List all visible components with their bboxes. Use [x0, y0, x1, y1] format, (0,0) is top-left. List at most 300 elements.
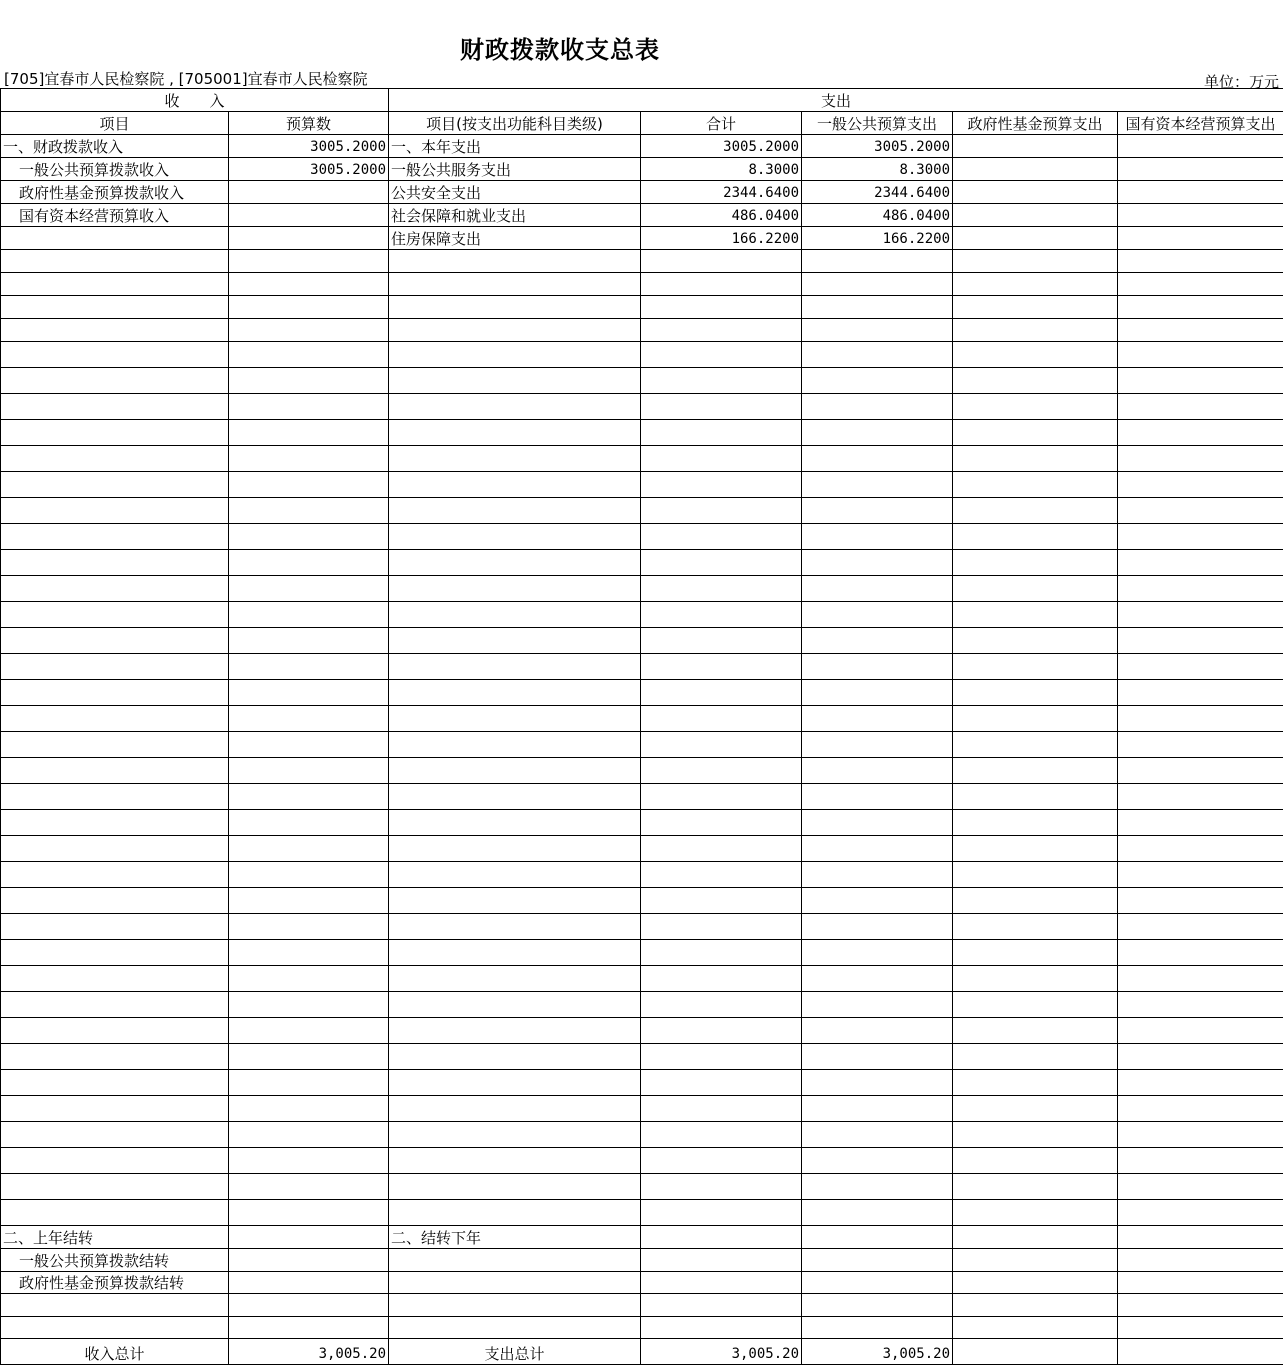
expense-group-header: 支出 — [389, 89, 1283, 112]
table-row — [1, 1226, 1283, 1249]
general-value: 8.3000 — [802, 158, 953, 181]
empty-cell — [802, 680, 953, 706]
empty-cell — [1118, 550, 1283, 576]
table-row — [1, 227, 1283, 250]
empty-cell — [229, 1122, 389, 1148]
empty-cell — [953, 1096, 1118, 1122]
empty-cell — [229, 602, 389, 628]
empty-cell — [389, 394, 641, 420]
state-capital-value — [1118, 204, 1283, 227]
empty-cell — [389, 784, 641, 810]
empty-cell — [389, 250, 641, 273]
empty-cell — [953, 732, 1118, 758]
empty-cell — [641, 784, 802, 810]
empty-cell — [229, 576, 389, 602]
empty-cell — [802, 602, 953, 628]
empty-cell — [802, 706, 953, 732]
empty-cell — [953, 1249, 1118, 1272]
empty-cell — [641, 888, 802, 914]
empty-cell — [389, 992, 641, 1018]
empty-cell — [229, 1174, 389, 1200]
empty-cell — [389, 732, 641, 758]
empty-cell — [229, 250, 389, 273]
empty-cell — [641, 1294, 802, 1317]
empty-cell — [802, 654, 953, 680]
empty-cell — [229, 654, 389, 680]
empty-cell — [229, 940, 389, 966]
empty-cell — [1, 758, 229, 784]
empty-cell — [1118, 394, 1283, 420]
empty-cell — [1, 296, 229, 319]
empty-cell — [389, 1044, 641, 1070]
empty-cell — [229, 1249, 389, 1272]
empty-cell — [229, 992, 389, 1018]
income-item: 国有资本经营预算收入 — [1, 204, 229, 227]
total-value: 2344.6400 — [641, 181, 802, 204]
empty-cell — [1118, 576, 1283, 602]
empty-cell — [641, 654, 802, 680]
empty-cell — [1, 888, 229, 914]
empty-cell — [1118, 628, 1283, 654]
empty-cell — [1, 992, 229, 1018]
empty-cell — [641, 628, 802, 654]
empty-cell — [389, 319, 641, 342]
empty-cell — [1118, 342, 1283, 368]
empty-cell — [641, 992, 802, 1018]
empty-cell — [1118, 862, 1283, 888]
empty-cell — [1118, 1148, 1283, 1174]
empty-cell — [1, 1044, 229, 1070]
income-total-value: 3,005.20 — [229, 1339, 389, 1365]
empty-cell — [1118, 940, 1283, 966]
empty-cell — [641, 1226, 802, 1249]
column-header: 合计 — [641, 112, 802, 135]
empty-cell — [802, 810, 953, 836]
empty-cell — [1, 654, 229, 680]
income-item: 政府性基金预算拨款收入 — [1, 181, 229, 204]
general-value: 3005.2000 — [802, 135, 953, 158]
expense-item: 住房保障支出 — [389, 227, 641, 250]
empty-cell — [229, 296, 389, 319]
empty-cell — [641, 940, 802, 966]
empty-row — [1, 966, 1283, 992]
carry-item: 二、结转下年 — [389, 1226, 641, 1249]
empty-cell — [1118, 1249, 1283, 1272]
expense-general-total: 3,005.20 — [802, 1339, 953, 1365]
empty-cell — [1, 1174, 229, 1200]
empty-cell — [1118, 706, 1283, 732]
empty-cell — [802, 966, 953, 992]
empty-cell — [229, 1200, 389, 1226]
empty-cell — [802, 420, 953, 446]
gov-fund-value — [953, 227, 1118, 250]
empty-cell — [389, 888, 641, 914]
empty-cell — [1, 914, 229, 940]
column-header: 项目(按支出功能科目类级) — [389, 112, 641, 135]
empty-cell — [229, 810, 389, 836]
empty-cell — [389, 498, 641, 524]
empty-cell — [953, 1174, 1118, 1200]
empty-cell — [641, 472, 802, 498]
empty-row — [1, 1044, 1283, 1070]
empty-cell — [389, 1148, 641, 1174]
empty-row — [1, 550, 1283, 576]
empty-cell — [641, 1317, 802, 1339]
empty-cell — [229, 550, 389, 576]
empty-cell — [229, 888, 389, 914]
empty-row — [1, 940, 1283, 966]
empty-cell — [389, 1018, 641, 1044]
empty-cell — [802, 836, 953, 862]
empty-cell — [389, 628, 641, 654]
empty-cell — [641, 706, 802, 732]
empty-cell — [1, 550, 229, 576]
empty-cell — [1118, 498, 1283, 524]
empty-cell — [641, 966, 802, 992]
empty-cell — [1, 1122, 229, 1148]
general-value: 166.2200 — [802, 227, 953, 250]
empty-row — [1, 498, 1283, 524]
expense-item: 社会保障和就业支出 — [389, 204, 641, 227]
empty-cell — [1, 602, 229, 628]
empty-cell — [389, 966, 641, 992]
empty-row — [1, 1096, 1283, 1122]
empty-cell — [1, 368, 229, 394]
empty-cell — [641, 1018, 802, 1044]
empty-cell — [802, 1174, 953, 1200]
empty-cell — [802, 862, 953, 888]
empty-cell — [802, 1200, 953, 1226]
table-row — [1, 204, 1283, 227]
empty-cell — [229, 784, 389, 810]
empty-cell — [389, 1317, 641, 1339]
income-value — [229, 227, 389, 250]
empty-row — [1, 732, 1283, 758]
empty-cell — [802, 1070, 953, 1096]
empty-cell — [953, 446, 1118, 472]
empty-cell — [389, 1174, 641, 1200]
empty-cell — [953, 1339, 1118, 1365]
empty-cell — [1118, 1200, 1283, 1226]
empty-cell — [229, 1226, 389, 1249]
empty-cell — [953, 420, 1118, 446]
empty-cell — [1, 394, 229, 420]
empty-cell — [641, 446, 802, 472]
empty-cell — [229, 758, 389, 784]
empty-cell — [1118, 732, 1283, 758]
empty-cell — [389, 524, 641, 550]
column-header: 国有资本经营预算支出 — [1118, 112, 1283, 135]
empty-cell — [802, 992, 953, 1018]
empty-cell — [1118, 1070, 1283, 1096]
empty-cell — [389, 1200, 641, 1226]
empty-cell — [641, 342, 802, 368]
empty-cell — [1118, 420, 1283, 446]
group-header-row — [1, 89, 1283, 112]
empty-cell — [802, 319, 953, 342]
empty-row — [1, 810, 1283, 836]
empty-cell — [1, 250, 229, 273]
column-header: 政府性基金预算支出 — [953, 112, 1118, 135]
empty-cell — [802, 1272, 953, 1294]
empty-cell — [641, 1044, 802, 1070]
empty-cell — [953, 758, 1118, 784]
empty-cell — [641, 1174, 802, 1200]
empty-row — [1, 1294, 1283, 1317]
empty-cell — [1118, 296, 1283, 319]
income-total-label: 收入总计 — [1, 1339, 229, 1365]
empty-row — [1, 319, 1283, 342]
empty-cell — [953, 394, 1118, 420]
empty-row — [1, 1317, 1283, 1339]
empty-cell — [1, 1096, 229, 1122]
empty-cell — [1, 524, 229, 550]
empty-cell — [953, 498, 1118, 524]
empty-cell — [1118, 680, 1283, 706]
empty-cell — [802, 296, 953, 319]
empty-cell — [641, 524, 802, 550]
general-value: 2344.6400 — [802, 181, 953, 204]
empty-cell — [229, 1044, 389, 1070]
empty-cell — [1, 1148, 229, 1174]
empty-cell — [229, 524, 389, 550]
empty-cell — [641, 576, 802, 602]
state-capital-value — [1118, 158, 1283, 181]
empty-cell — [802, 250, 953, 273]
empty-cell — [953, 368, 1118, 394]
empty-row — [1, 680, 1283, 706]
income-value: 3005.2000 — [229, 135, 389, 158]
empty-cell — [802, 446, 953, 472]
table-row — [1, 158, 1283, 181]
empty-cell — [1, 319, 229, 342]
empty-cell — [802, 550, 953, 576]
empty-cell — [1118, 1044, 1283, 1070]
empty-cell — [802, 394, 953, 420]
empty-cell — [229, 1317, 389, 1339]
empty-cell — [802, 940, 953, 966]
income-item: 一、财政拨款收入 — [1, 135, 229, 158]
empty-cell — [389, 576, 641, 602]
empty-cell — [641, 680, 802, 706]
column-header: 项目 — [1, 112, 229, 135]
empty-cell — [802, 1018, 953, 1044]
empty-cell — [229, 498, 389, 524]
column-header-row — [1, 112, 1283, 135]
empty-cell — [641, 1249, 802, 1272]
empty-cell — [229, 706, 389, 732]
empty-cell — [389, 862, 641, 888]
income-group-header: 收 入 — [1, 89, 389, 112]
empty-cell — [641, 602, 802, 628]
empty-row — [1, 1174, 1283, 1200]
empty-cell — [389, 1122, 641, 1148]
gov-fund-value — [953, 204, 1118, 227]
empty-cell — [1118, 1174, 1283, 1200]
empty-cell — [953, 836, 1118, 862]
empty-cell — [1118, 472, 1283, 498]
gov-fund-value — [953, 135, 1118, 158]
empty-cell — [953, 1200, 1118, 1226]
empty-cell — [802, 1317, 953, 1339]
empty-cell — [389, 654, 641, 680]
empty-row — [1, 342, 1283, 368]
empty-cell — [953, 628, 1118, 654]
empty-cell — [389, 273, 641, 296]
empty-cell — [802, 368, 953, 394]
empty-cell — [953, 810, 1118, 836]
empty-cell — [802, 914, 953, 940]
organization-label: [705]宜春市人民检察院 , [705001]宜春市人民检察院 — [4, 68, 368, 89]
empty-cell — [389, 446, 641, 472]
empty-row — [1, 524, 1283, 550]
empty-cell — [229, 1294, 389, 1317]
gov-fund-value — [953, 181, 1118, 204]
empty-cell — [953, 576, 1118, 602]
empty-cell — [953, 342, 1118, 368]
empty-cell — [389, 1249, 641, 1272]
empty-cell — [1, 680, 229, 706]
empty-cell — [802, 524, 953, 550]
empty-row — [1, 888, 1283, 914]
empty-cell — [953, 992, 1118, 1018]
empty-cell — [229, 446, 389, 472]
empty-cell — [389, 1096, 641, 1122]
expense-item: 一般公共服务支出 — [389, 158, 641, 181]
empty-cell — [1, 628, 229, 654]
empty-cell — [1118, 368, 1283, 394]
empty-cell — [1, 273, 229, 296]
empty-row — [1, 250, 1283, 273]
empty-row — [1, 420, 1283, 446]
empty-cell — [802, 576, 953, 602]
empty-cell — [1118, 273, 1283, 296]
empty-cell — [953, 680, 1118, 706]
expense-item: 公共安全支出 — [389, 181, 641, 204]
empty-cell — [229, 319, 389, 342]
income-value — [229, 181, 389, 204]
empty-cell — [1118, 784, 1283, 810]
empty-cell — [389, 1070, 641, 1096]
empty-cell — [1, 732, 229, 758]
table-row — [1, 135, 1283, 158]
empty-cell — [1118, 1294, 1283, 1317]
empty-cell — [802, 1096, 953, 1122]
empty-cell — [389, 706, 641, 732]
carry-item: 政府性基金预算拨款结转 — [1, 1272, 229, 1294]
empty-cell — [641, 810, 802, 836]
empty-row — [1, 472, 1283, 498]
empty-cell — [802, 758, 953, 784]
empty-row — [1, 446, 1283, 472]
empty-cell — [389, 550, 641, 576]
empty-cell — [1, 836, 229, 862]
empty-cell — [1118, 1096, 1283, 1122]
empty-cell — [802, 1294, 953, 1317]
empty-cell — [953, 472, 1118, 498]
general-value: 486.0400 — [802, 204, 953, 227]
empty-cell — [641, 319, 802, 342]
empty-cell — [953, 888, 1118, 914]
empty-cell — [1, 966, 229, 992]
empty-cell — [229, 368, 389, 394]
empty-cell — [641, 1096, 802, 1122]
state-capital-value — [1118, 227, 1283, 250]
empty-cell — [641, 550, 802, 576]
empty-row — [1, 1200, 1283, 1226]
empty-cell — [953, 1294, 1118, 1317]
empty-cell — [389, 602, 641, 628]
empty-cell — [641, 1122, 802, 1148]
income-value: 3005.2000 — [229, 158, 389, 181]
empty-cell — [1, 1018, 229, 1044]
empty-cell — [641, 394, 802, 420]
empty-cell — [802, 784, 953, 810]
empty-cell — [802, 342, 953, 368]
total-value: 166.2200 — [641, 227, 802, 250]
empty-cell — [1118, 446, 1283, 472]
total-value: 486.0400 — [641, 204, 802, 227]
empty-cell — [641, 1272, 802, 1294]
income-item: 一般公共预算拨款收入 — [1, 158, 229, 181]
empty-cell — [641, 1070, 802, 1096]
empty-cell — [953, 1226, 1118, 1249]
empty-cell — [1118, 1272, 1283, 1294]
table-row — [1, 181, 1283, 204]
empty-cell — [1118, 1018, 1283, 1044]
empty-cell — [389, 810, 641, 836]
empty-row — [1, 914, 1283, 940]
empty-row — [1, 394, 1283, 420]
empty-cell — [802, 888, 953, 914]
empty-cell — [953, 273, 1118, 296]
empty-cell — [802, 628, 953, 654]
empty-cell — [1, 420, 229, 446]
empty-cell — [1, 576, 229, 602]
empty-cell — [389, 914, 641, 940]
empty-cell — [802, 273, 953, 296]
total-value: 8.3000 — [641, 158, 802, 181]
empty-cell — [389, 342, 641, 368]
empty-cell — [229, 1272, 389, 1294]
state-capital-value — [1118, 135, 1283, 158]
empty-cell — [1, 862, 229, 888]
empty-cell — [389, 836, 641, 862]
empty-cell — [641, 836, 802, 862]
unit-label: 单位：万元 — [1204, 71, 1279, 92]
empty-cell — [1118, 758, 1283, 784]
empty-cell — [641, 420, 802, 446]
empty-cell — [1, 1294, 229, 1317]
empty-cell — [953, 1122, 1118, 1148]
empty-cell — [229, 914, 389, 940]
empty-cell — [229, 420, 389, 446]
empty-cell — [1118, 524, 1283, 550]
empty-cell — [953, 319, 1118, 342]
empty-row — [1, 273, 1283, 296]
empty-row — [1, 836, 1283, 862]
empty-cell — [1, 498, 229, 524]
column-header: 预算数 — [229, 112, 389, 135]
empty-cell — [953, 1272, 1118, 1294]
empty-cell — [229, 862, 389, 888]
empty-cell — [953, 1044, 1118, 1070]
empty-cell — [953, 654, 1118, 680]
empty-cell — [802, 1122, 953, 1148]
gov-fund-value — [953, 158, 1118, 181]
empty-row — [1, 576, 1283, 602]
total-value: 3005.2000 — [641, 135, 802, 158]
